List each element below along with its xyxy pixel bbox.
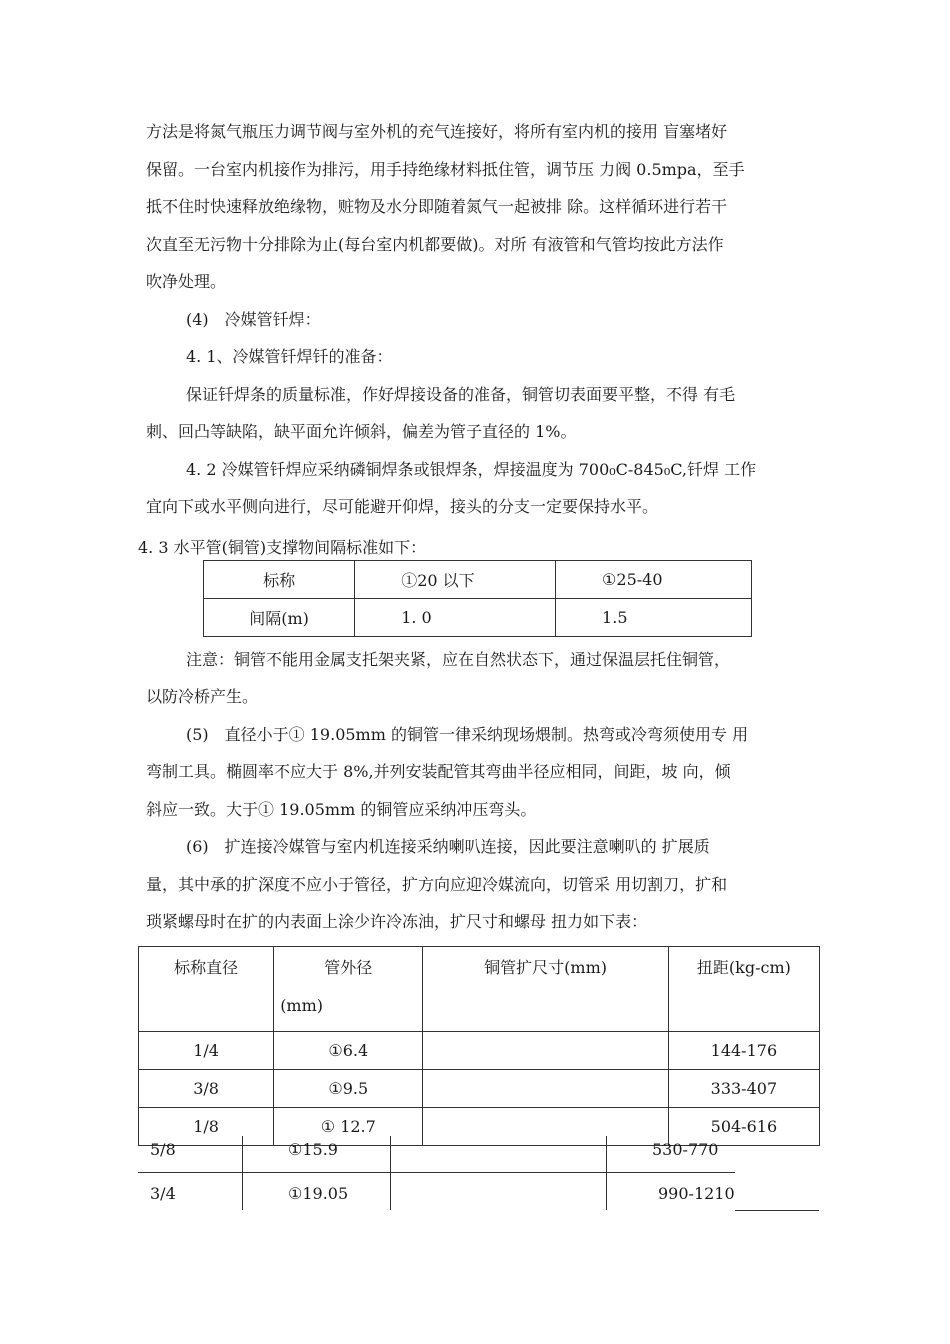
section-heading-4: (4) 冷媒管钎焊： [186, 310, 321, 329]
paragraph-line: 弯制工具。椭圆率不应大于 8%,并列安装配管其弯曲半径应相同，间距，坡 向，倾 [146, 762, 731, 781]
table-row [204, 599, 752, 637]
table-cell: 1/4 [139, 1032, 274, 1070]
table-cell: 铜管扩尺寸(mm) [423, 947, 668, 1032]
paragraph-line: 量，其中承的扩深度不应小于管径，扩方向应迎冷媒流向，切管采 用切割刀，扩和 [146, 875, 728, 894]
table-cell [274, 947, 423, 1032]
table-cell: ①15.9 [288, 1140, 338, 1159]
table-header-row [204, 561, 752, 599]
header-text: 管外径 [324, 958, 373, 977]
table-row [139, 1032, 820, 1070]
table-divider [606, 1136, 607, 1210]
subsection-heading-4-1: 4. 1、冷媒管钎焊钎的准备： [186, 347, 393, 366]
paragraph-line: (6) 扩连接冷媒管与室内机连接采纳喇叭连接，因此要注意喇叭的 扩展质 [186, 837, 710, 856]
paragraph-line: 4. 2 冷媒管钎焊应采纳磷铜焊条或银焊条，焊接温度为 700₀C-845₀C,钎焊 工作 [186, 460, 757, 479]
table-cell: 3/4 [150, 1184, 176, 1203]
table-cell: ①19.05 [288, 1184, 349, 1203]
table-cell: 5/8 [150, 1140, 176, 1159]
table-cell: 333-407 [668, 1070, 819, 1108]
table-cell: 144-176 [668, 1032, 819, 1070]
paragraph-line: 方法是将氮气瓶压力调节阀与室外机的充气连接好，将所有室内机的接用 盲塞堵好 [146, 122, 728, 141]
table-cell: ①20 以下 [355, 561, 556, 599]
table-cell: 3/8 [139, 1070, 274, 1108]
table-row [139, 1070, 820, 1108]
table-cell: 1/8 [139, 1108, 274, 1146]
table-cell: 间隔(m) [204, 599, 355, 637]
paragraph-line: 刺、回凸等缺陷，缺平面允许倾斜，偏差为管子直径的 1%。 [146, 422, 577, 441]
table-cell: 标称直径 [139, 947, 274, 1032]
paragraph-line: 保留。一台室内机接作为排污，用手持绝缘材料抵住管，调节压 力阀 0.5mpa，至手 [146, 160, 745, 179]
table-cell: 530-770 [652, 1140, 719, 1159]
note-line: 注意：铜管不能用金属支托架夹紧，应在自然状态下，通过保温层托住铜管， [186, 650, 731, 669]
note-line: 以防冷桥产生。 [146, 687, 259, 706]
support-spacing-table [203, 560, 752, 637]
table-cell: 标称 [204, 561, 355, 599]
table-cell: ① 12.7 [274, 1108, 423, 1146]
table-divider [735, 1210, 819, 1211]
paragraph-line: 吹净处理。 [146, 272, 227, 291]
paragraph-line: 琐紧螺母时在扩的内表面上涂少许冷冻油，扩尺寸和螺母 扭力如下表： [146, 912, 648, 931]
flare-torque-table [138, 946, 820, 1146]
paragraph-line: 抵不住时快速释放绝缘物，赃物及水分即随着氮气一起被排 除。这样循环进行若干 [146, 197, 728, 216]
table-cell [423, 1070, 668, 1108]
table-cell [423, 1032, 668, 1070]
table-divider [138, 1172, 735, 1173]
subsection-heading-4-3: 4. 3 水平管(铜管)支撑物间隔标准如下： [138, 538, 427, 557]
paragraph-line: 宜向下或水平侧向进行，尽可能避开仰焊，接头的分支一定要保持水平。 [146, 497, 659, 516]
table-cell: ①9.5 [274, 1070, 423, 1108]
table-cell: 扭距(kg-cm) [668, 947, 819, 1032]
table-header-row [139, 947, 820, 1032]
table-cell [423, 1108, 668, 1146]
paragraph-line: 斜应一致。大于① 19.05mm 的铜管应采纳冲压弯头。 [146, 800, 537, 819]
table-divider [242, 1136, 243, 1210]
table-cell: 990-1210 [658, 1184, 735, 1203]
table-divider [390, 1136, 391, 1210]
table-cell: 1.5 [556, 599, 752, 637]
table-cell: ①6.4 [274, 1032, 423, 1070]
table-cell: 504-616 [668, 1108, 819, 1146]
table-cell: 1. 0 [355, 599, 556, 637]
paragraph-line: 保证钎焊条的质量标准，作好焊接设备的准备，铜管切表面要平整，不得 有毛 [186, 385, 736, 404]
paragraph-line: 次直至无污物十分排除为止(每台室内机都要做)。对所 有液管和气管均按此方法作 [146, 235, 724, 254]
header-unit: (mm) [280, 996, 324, 1015]
table-cell: ①25-40 [556, 561, 752, 599]
paragraph-line: (5) 直径小于① 19.05mm 的铜管一律采纳现场煨制。热弯或冷弯须使用专 用 [186, 725, 749, 744]
